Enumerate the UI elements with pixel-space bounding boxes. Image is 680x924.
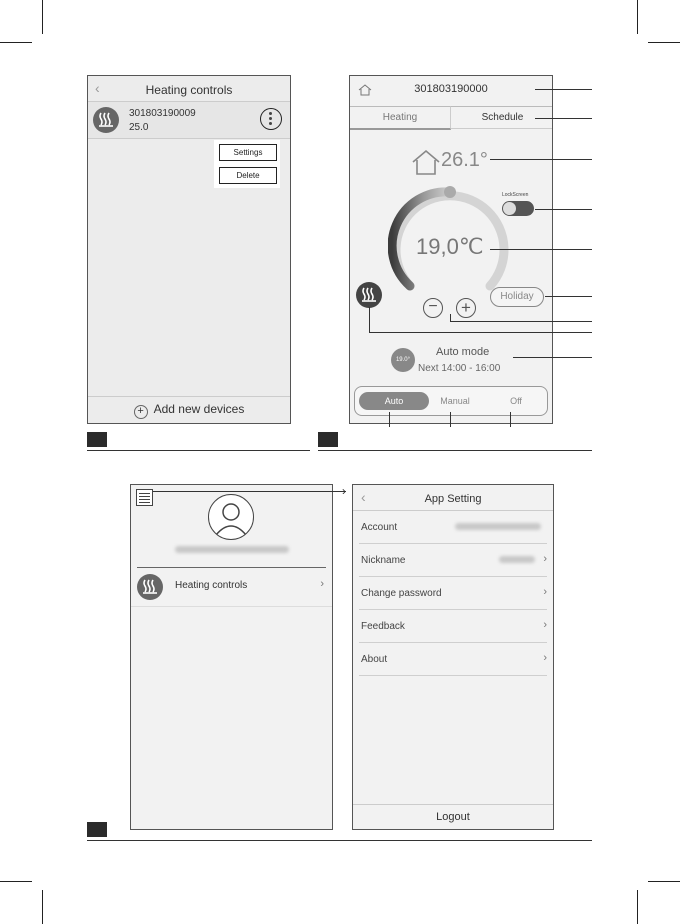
- avatar: [208, 494, 254, 540]
- change-password-label: Change password: [361, 588, 442, 599]
- device-title: 301803190000: [414, 83, 488, 95]
- account-row[interactable]: [359, 511, 547, 544]
- heating-icon: [137, 574, 163, 600]
- crop-mark: [648, 42, 680, 43]
- figure-rule: [318, 450, 592, 451]
- callout-line: [490, 159, 592, 160]
- nickname-row[interactable]: [359, 544, 547, 577]
- figure-number-block: [87, 432, 107, 447]
- crop-mark: [637, 890, 638, 924]
- crop-mark: [42, 0, 43, 34]
- figure-rule: [87, 840, 592, 841]
- callout-line: [513, 357, 592, 358]
- account-label: Account: [361, 522, 398, 533]
- callout-line: [490, 249, 592, 250]
- callout-line: [369, 332, 592, 333]
- feedback-label: Feedback: [361, 621, 405, 632]
- decrease-button[interactable]: −: [423, 298, 443, 318]
- heating-status-icon: [356, 282, 382, 308]
- crop-mark: [42, 890, 43, 924]
- screen-title: Heating controls: [145, 83, 233, 97]
- footer-divider: [353, 804, 553, 805]
- heating-controls-item[interactable]: [131, 568, 332, 607]
- more-icon[interactable]: [260, 108, 282, 130]
- crop-mark: [0, 881, 32, 882]
- chevron-right-icon: ›: [543, 586, 547, 598]
- chevron-right-icon: ›: [543, 652, 547, 664]
- tab-schedule[interactable]: Schedule: [451, 106, 553, 129]
- room-temperature: 26.1°: [441, 149, 488, 171]
- device-id: 301803190009: [129, 108, 196, 119]
- plus-circle-icon: +: [134, 405, 148, 419]
- mode-manual[interactable]: Manual: [440, 396, 470, 406]
- mode-auto[interactable]: Auto: [359, 392, 429, 410]
- add-device-button[interactable]: [88, 402, 290, 420]
- app-setting-screen: [352, 484, 554, 830]
- chevron-right-icon: ›: [320, 578, 324, 590]
- crop-mark: [0, 42, 32, 43]
- device-row[interactable]: [88, 102, 290, 139]
- heating-controls-screen: [87, 75, 291, 424]
- main-menu-screen: [130, 484, 333, 830]
- next-schedule: Next 14:00 - 16:00: [418, 363, 501, 374]
- context-menu: [214, 140, 280, 188]
- about-row[interactable]: [359, 643, 547, 676]
- heating-icon: [93, 107, 119, 133]
- chevron-right-icon: ›: [543, 619, 547, 631]
- chevron-right-icon: ›: [543, 553, 547, 565]
- crop-mark: [648, 881, 680, 882]
- figure-number-block: [318, 432, 338, 447]
- lockscreen-label: LockScreen: [502, 192, 529, 198]
- add-device-label: Add new devices: [153, 402, 245, 416]
- screen-title: App Setting: [424, 493, 482, 505]
- account-value-blurred: [455, 523, 541, 530]
- callout-line: [545, 296, 592, 297]
- mode-off[interactable]: Off: [510, 396, 522, 406]
- nickname-label: Nickname: [361, 555, 406, 566]
- crop-mark: [637, 0, 638, 34]
- callout-line: [450, 412, 451, 427]
- figure-number-block: [87, 822, 107, 837]
- tab-heating[interactable]: Heating: [350, 106, 451, 130]
- figure-rule: [87, 450, 310, 451]
- callout-line: [450, 321, 592, 322]
- nickname-value-blurred: [499, 556, 535, 563]
- arrow-head-icon: ›: [342, 484, 346, 498]
- mode-label: Auto mode: [436, 346, 490, 358]
- callout-line: [450, 314, 451, 321]
- footer-divider: [88, 396, 290, 397]
- back-icon[interactable]: ‹: [95, 80, 100, 96]
- hamburger-icon[interactable]: [136, 489, 153, 506]
- setpoint-temperature: 19,0℃: [416, 234, 484, 259]
- heating-controls-label: Heating controls: [175, 580, 248, 591]
- back-icon[interactable]: ‹: [361, 489, 366, 505]
- about-label: About: [361, 654, 388, 665]
- callout-line: [535, 89, 592, 90]
- callout-line: [535, 209, 592, 210]
- callout-line: [535, 118, 592, 119]
- callout-line: [510, 412, 511, 427]
- email-blurred: [175, 546, 289, 553]
- device-temp: 25.0: [129, 122, 149, 133]
- room-home-icon: [411, 149, 441, 180]
- delete-menu-item[interactable]: Delete: [219, 167, 277, 184]
- logout-button[interactable]: Logout: [436, 811, 470, 823]
- mode-badge: 19.0°: [391, 348, 415, 372]
- arrow-line: [153, 491, 346, 492]
- mode-selector: [354, 386, 548, 416]
- callout-line: [369, 307, 370, 332]
- increase-button[interactable]: +: [456, 298, 476, 318]
- callout-line: [389, 412, 390, 427]
- feedback-row[interactable]: [359, 610, 547, 643]
- change-password-row[interactable]: [359, 577, 547, 610]
- holiday-button[interactable]: Holiday: [490, 287, 544, 307]
- settings-menu-item[interactable]: Settings: [219, 144, 277, 161]
